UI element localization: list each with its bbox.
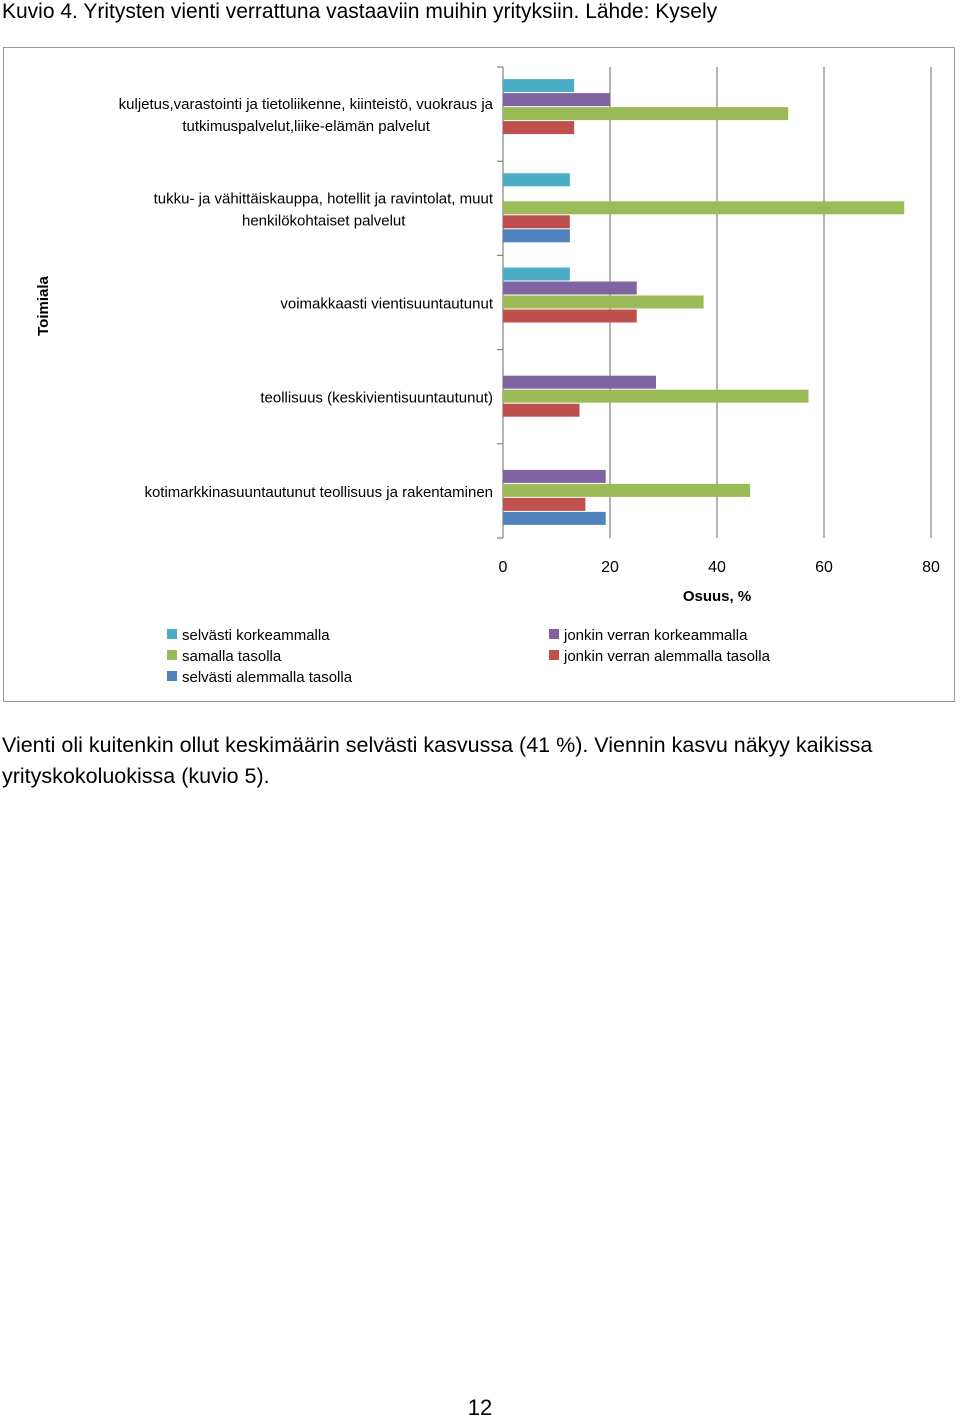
legend-label: selvästi korkeammalla — [182, 627, 330, 644]
page-number: 12 — [467, 1395, 493, 1420]
category-label: kotimarkkinasuuntautunut teollisuus ja rakentaminen — [144, 483, 493, 501]
bar — [503, 310, 637, 323]
bar — [503, 282, 637, 295]
bar — [503, 107, 788, 120]
bar — [503, 376, 656, 389]
bar — [503, 79, 574, 92]
x-tick-label: 80 — [922, 559, 940, 576]
bar — [503, 470, 606, 483]
bar — [503, 484, 750, 497]
legend-swatch — [167, 629, 177, 639]
x-axis-title: Osuus, % — [682, 588, 752, 605]
bar — [503, 404, 580, 417]
legend-swatch — [167, 671, 177, 681]
legend-swatch — [549, 650, 559, 660]
legend-swatch — [549, 629, 559, 639]
bar — [503, 229, 570, 242]
category-label: tukku- ja vähittäiskauppa, hotellit ja ravintolat, muut — [153, 190, 493, 208]
bar — [503, 390, 808, 403]
category-label: kuljetus,varastointi ja tietoliikenne, kiinteistö, vuokraus ja — [118, 96, 493, 114]
body-paragraph: Vienti oli kuitenkin ollut keskimäärin selvästi kasvussa (41 %). Viennin kasvu näkyy kaikissa yrityskokoluokissa (kuvio 5). — [2, 733, 873, 788]
bar — [503, 173, 570, 186]
bar — [503, 93, 610, 106]
bar — [503, 296, 704, 309]
x-tick-label: 40 — [708, 559, 726, 576]
legend-label: samalla tasolla — [182, 648, 282, 665]
legend-swatch — [167, 650, 177, 660]
bar — [503, 215, 570, 228]
category-label: voimakkaasti vientisuuntautunut — [280, 295, 493, 313]
chart-frame — [3, 47, 955, 702]
figure-caption: Kuvio 4. Yritysten vienti verrattuna vastaaviin muihin yrityksiin. Lähde: Kysely — [2, 0, 718, 23]
category-label: henkilökohtaiset palvelut — [242, 212, 406, 230]
x-tick-label: 20 — [601, 559, 619, 576]
x-tick-label: 0 — [498, 559, 508, 576]
x-tick-label: 60 — [815, 559, 833, 576]
category-label: teollisuus (keskivientisuuntautunut) — [260, 389, 493, 407]
legend-label: selvästi alemmalla tasolla — [182, 669, 353, 686]
category-label: tutkimuspalvelut,liike-elämän palvelut — [182, 118, 430, 136]
bar — [503, 268, 570, 281]
legend-label: jonkin verran korkeammalla — [564, 627, 748, 644]
bar — [503, 498, 585, 511]
bar — [503, 201, 904, 214]
legend-label: jonkin verran alemmalla tasolla — [564, 648, 770, 665]
bar — [503, 121, 574, 134]
bar-chart — [4, 48, 956, 703]
y-axis-title: Toimiala — [35, 276, 52, 336]
bar — [503, 512, 606, 525]
